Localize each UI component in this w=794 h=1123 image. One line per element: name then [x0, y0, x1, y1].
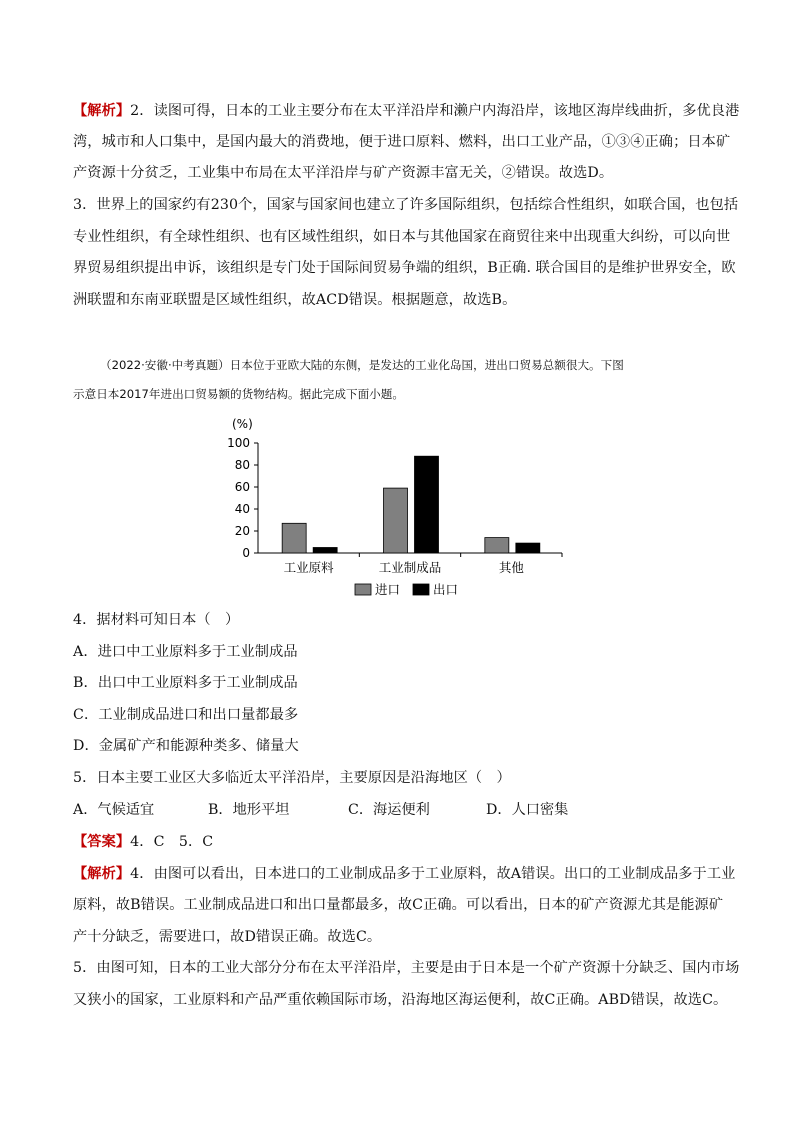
legend-label-出口: 出口: [433, 582, 459, 597]
analysis-q2-line1: 【解析】2．读图可得，日本的工业主要分布在太平洋沿岸和濑户内海沿岸，该地区海岸线曲折，多优良港: [73, 103, 740, 119]
analysis-q2-line3: 产资源十分贫乏，工业集中布局在太平洋沿岸与矿产资源丰富无关，②错误。故选D。: [73, 165, 614, 181]
legend-swatch-进口: [355, 584, 371, 595]
q5-option-a: A．气候适宜: [73, 802, 155, 818]
q4-option-d: D．金属矿产和能源种类多、储量大: [73, 738, 299, 754]
y-axis-label: (%): [232, 417, 253, 431]
analysis-tag: 【解析】: [73, 866, 131, 882]
analysis-q3-line4: 洲联盟和东南亚联盟是区域性组织，故ACD错误。根据题意，故选B。: [73, 292, 517, 308]
analysis-q5-line2: 又狭小的国家，工业原料和产品严重依赖国际市场，沿海地区海运便利，故C正确。ABD错误，故选C。: [73, 992, 728, 1008]
y-tick-label: 60: [234, 480, 250, 494]
analysis-q2-line2: 湾，城市和人口集中，是国内最大的消费地，便于进口原料、燃料，出口工业产品，①③④正确；日本矿: [73, 134, 731, 150]
x-tick-label: 工业制成品: [378, 560, 442, 575]
q4-option-b: B．出口中工业原料多于工业制成品: [73, 675, 298, 691]
analysis-q4-line1: 【解析】4．由图可以看出，日本进口的工业制成品多于工业原料，故A错误。出口的工业制成品多于工业: [73, 866, 736, 882]
bar-进口-工业制成品: [384, 488, 408, 553]
y-tick-label: 0: [242, 546, 250, 560]
analysis-q5-line1: 5．由图可知，日本的工业大部分分布在太平洋沿岸，主要是由于日本是一个矿产资源十分缺乏、国内市场: [73, 960, 740, 976]
bar-出口-工业制成品: [415, 456, 439, 553]
analysis-q4-line2: 原料，故B错误。工业制成品进口和出口量都最多，故C正确。可以看出，日本的矿产资源尤其是能源矿: [73, 897, 724, 913]
analysis-q4-line3: 产十分缺乏，需要进口，故D错误正确。故选C。: [73, 929, 382, 945]
q4-option-c: C．工业制成品进口和出口量都最多: [73, 707, 299, 723]
bar-出口-工业原料: [313, 548, 337, 554]
analysis-q3-line1: 3．世界上的国家约有230个，国家与国家间也建立了许多国际组织，包括综合性组织，如联合国，也包括: [73, 197, 739, 213]
y-tick-label: 40: [234, 502, 250, 516]
bar-出口-其他: [516, 543, 540, 553]
analysis-q3-line3: 界贸易组织提出申诉，该组织是专门处于国际间贸易争端的组织，B正确. 联合国目的是维护世界安全，欧: [73, 260, 736, 276]
analysis-tag: 【解析】: [73, 103, 131, 119]
q5-option-d: D．人口密集: [486, 802, 569, 818]
answer-tag: 【答案】: [73, 834, 131, 850]
material-line1: （2022·安徽·中考真题）日本位于亚欧大陆的东侧，是发达的工业化岛国，进出口贸易总额很大。下图: [100, 358, 624, 372]
y-tick-label: 20: [234, 524, 250, 538]
answer-line: [73, 832, 213, 852]
q4-stem: 4．据材料可知日本（ ）: [73, 612, 240, 628]
legend-label-进口: 进口: [375, 582, 401, 597]
legend-swatch-出口: [413, 584, 429, 595]
y-tick-label: 100: [227, 436, 250, 450]
bar-进口-工业原料: [282, 523, 306, 553]
q5-option-c: C．海运便利: [348, 802, 430, 818]
bar-进口-其他: [485, 538, 509, 553]
answer-text: 4．C 5．C: [130, 834, 214, 850]
analysis-q3-line2: 专业性组织，有全球性组织、也有区域性组织，如日本与其他国家在商贸往来中出现重大纠纷，可以向世: [73, 229, 731, 245]
x-tick-label: 其他: [498, 560, 524, 575]
x-tick-label: 工业原料: [283, 560, 334, 575]
trade-structure-chart: [210, 410, 580, 605]
q5-option-b: B．地形平坦: [208, 802, 290, 818]
y-tick-label: 80: [234, 458, 250, 472]
q5-stem: 5．日本主要工业区大多临近太平洋沿岸，主要原因是沿海地区（ ）: [73, 770, 511, 786]
material-line2: 示意日本2017年进出口贸易额的货物结构。据此完成下面小题。: [73, 387, 404, 401]
q4-option-a: A．进口中工业原料多于工业制成品: [73, 644, 298, 660]
